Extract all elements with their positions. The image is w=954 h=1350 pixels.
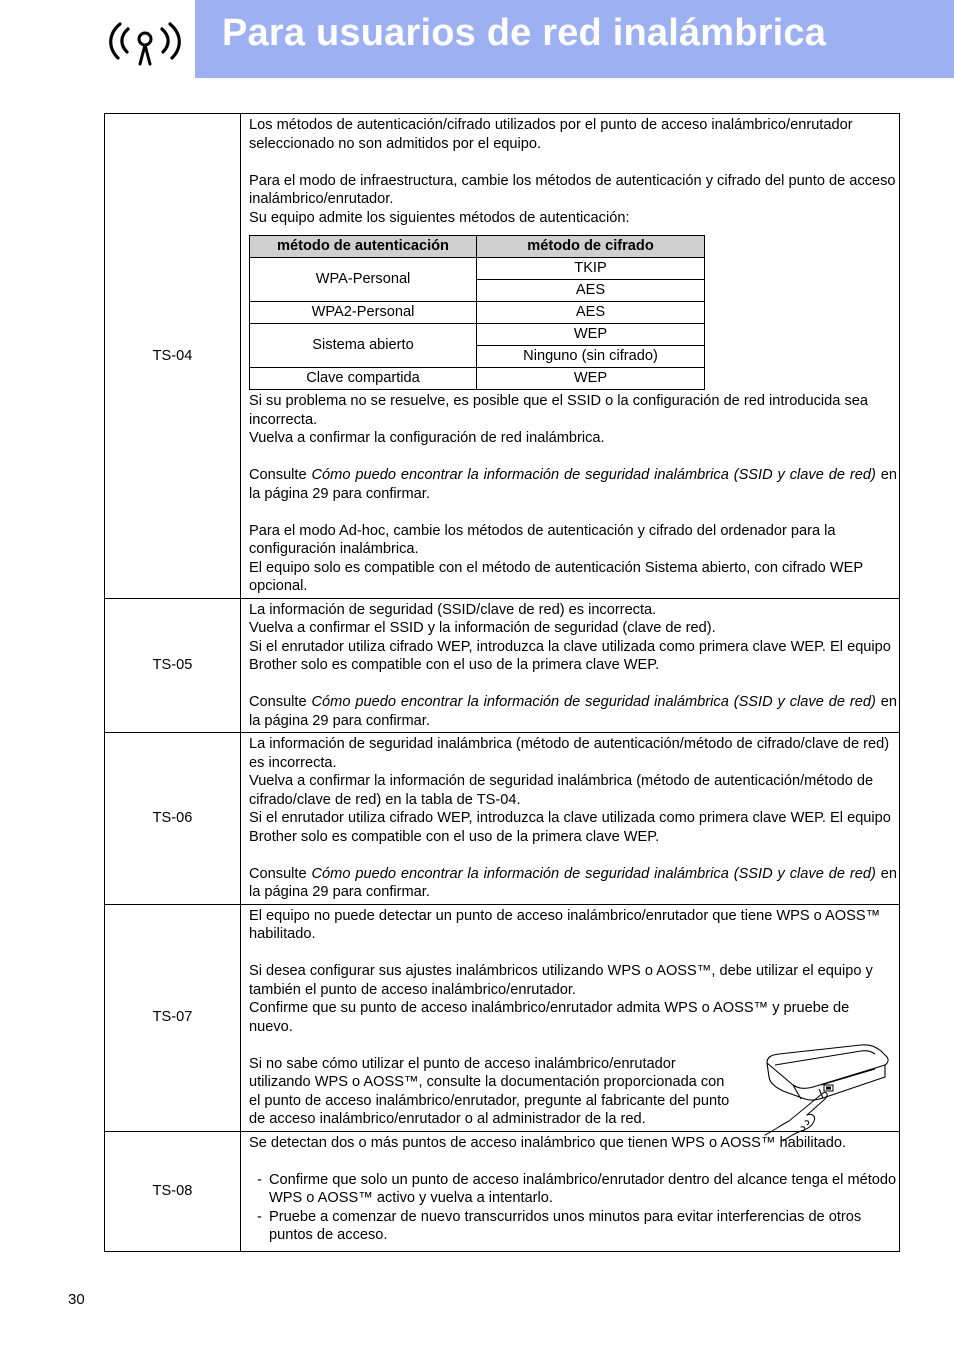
row-description xyxy=(241,598,900,733)
paragraph: Su equipo admite los siguientes métodos de autenticación: xyxy=(249,209,630,226)
paragraph: Si su problema no se resuelve, es posible que el SSID o la configuración de red introducida sea incorrecta. xyxy=(249,393,868,428)
cipher-cell: WEP xyxy=(477,324,705,346)
reference-paragraph xyxy=(249,466,897,503)
paragraph: Se detectan dos o más puntos de acceso inalámbrico que tienen WPS o AOSS™ habilitado. xyxy=(249,1134,847,1151)
table-row-ts06 xyxy=(105,733,900,905)
auth-method-cell: Sistema abierto xyxy=(250,324,477,368)
router-section xyxy=(249,1055,897,1129)
paragraph: El equipo solo es compatible con el método de autenticación Sistema abierto, con cifrado WEP opcional. xyxy=(249,559,863,594)
paragraph: Si el enrutador utiliza cifrado WEP, introduzca la clave utilizada como primera clave WEP. El equipo Brother solo es compatible con el uso de la primera clave WEP. xyxy=(249,638,891,673)
paragraph: La información de seguridad inalámbrica (método de autenticación/método de cifrado/clave de red) es incorrecta. xyxy=(249,736,890,771)
paragraph: La información de seguridad (SSID/clave de red) es incorrecta. xyxy=(249,601,657,618)
router-illustration xyxy=(761,1041,893,1145)
bullet-list xyxy=(249,1171,897,1245)
list-item-text: Confirme que solo un punto de acceso inalámbrico/enrutador dentro del alcance tenga el método WPS o AOSS™ activo y vuelva a intentarlo. xyxy=(269,1171,897,1206)
reference-suffix: en la página 29 para confirmar. xyxy=(249,865,897,900)
error-code: TS-04 xyxy=(105,114,241,599)
reference-link-text: Cómo puedo encontrar la información de seguridad inalámbrica (SSID y clave de red) xyxy=(311,694,876,710)
reference-link-text: Cómo puedo encontrar la información de seguridad inalámbrica (SSID y clave de red) xyxy=(311,467,876,483)
error-code: TS-05 xyxy=(105,598,241,733)
reference-suffix: en la página 29 para confirmar. xyxy=(249,467,897,502)
row-description xyxy=(241,904,900,1131)
bullet-marker: - xyxy=(257,1208,262,1225)
reference-prefix: Consulte xyxy=(249,865,312,882)
cipher-cell: WEP xyxy=(477,368,705,390)
auth-method-cell: WPA2-Personal xyxy=(250,302,477,324)
auth-method-cell: WPA-Personal xyxy=(250,258,477,302)
table-row-ts07 xyxy=(105,904,900,1131)
cipher-cell: Ninguno (sin cifrado) xyxy=(477,346,705,368)
reference-paragraph xyxy=(249,865,897,902)
column-header: método de autenticación xyxy=(250,236,477,258)
reference-prefix: Consulte xyxy=(249,467,312,483)
row-description xyxy=(241,733,900,905)
paragraph: El equipo no puede detectar un punto de acceso inalámbrico/enrutador que tiene WPS o AOSS™ habilitado. xyxy=(249,907,881,942)
list-item xyxy=(249,1208,897,1245)
troubleshooting-table xyxy=(104,113,900,1252)
cipher-cell: AES xyxy=(477,302,705,324)
reference-paragraph xyxy=(249,693,897,730)
column-header: método de cifrado xyxy=(477,236,705,258)
wireless-icon xyxy=(104,18,186,66)
bullet-marker: - xyxy=(257,1171,262,1188)
paragraph: Vuelva a confirmar el SSID y la información de seguridad (clave de red). xyxy=(249,620,716,636)
paragraph: Vuelva a confirmar la información de seguridad inalámbrica (método de autenticación/método de cifrado/clave de red) en la tabla de TS-04. xyxy=(249,773,874,808)
paragraph: Los métodos de autenticación/cifrado utilizados por el punto de acceso inalámbrico/enrutador seleccionado no son admitidos por el equipo. xyxy=(249,117,853,152)
table-row-ts05 xyxy=(105,598,900,733)
auth-method-cell: Clave compartida xyxy=(250,368,477,390)
paragraph: Confirme que su punto de acceso inalámbrico/enrutador admita WPS o AOSS™ y pruebe de nuevo. xyxy=(249,1000,850,1035)
reference-suffix: en la página 29 para confirmar. xyxy=(249,694,897,729)
paragraph: Si no sabe cómo utilizar el punto de acceso inalámbrico/enrutador utilizando WPS o AOSS™, consulte la documentación proporcionada con el punto de acceso inalámbrico/enrutador, pregunte al fabricante del punto de acceso inalámbrico/enrutador o al administrador de la red. xyxy=(249,1055,730,1127)
error-code: TS-08 xyxy=(105,1131,241,1251)
error-code: TS-07 xyxy=(105,904,241,1131)
cipher-cell: AES xyxy=(477,280,705,302)
cipher-cell: TKIP xyxy=(477,258,705,280)
page-number: 30 xyxy=(68,1291,85,1308)
table-row-ts04 xyxy=(105,114,900,599)
paragraph: Para el modo de infraestructura, cambie los métodos de autenticación y cifrado del punto de acceso inalámbrico/enrutador. xyxy=(249,172,896,207)
row-description xyxy=(241,1131,900,1251)
paragraph: Vuelva a confirmar la configuración de red inalámbrica. xyxy=(249,430,605,446)
list-item xyxy=(249,1171,897,1208)
table-row-ts08 xyxy=(105,1131,900,1251)
paragraph: Para el modo Ad-hoc, cambie los métodos de autenticación y cifrado del ordenador para la configuración inalámbrica. xyxy=(249,522,836,557)
paragraph: Si desea configurar sus ajustes inalámbricos utilizando WPS o AOSS™, debe utilizar el equipo y también el punto de acceso inalámbrico/enrutador. xyxy=(249,963,873,998)
list-item-text: Pruebe a comenzar de nuevo transcurridos unos minutos para evitar interferencias de otros puntos de acceso. xyxy=(269,1208,862,1243)
page-title: Para usuarios de red inalámbrica xyxy=(222,12,827,54)
reference-link-text: Cómo puedo encontrar la información de seguridad inalámbrica (SSID y clave de red) xyxy=(311,865,876,882)
paragraph: Si el enrutador utiliza cifrado WEP, introduzca la clave utilizada como primera clave WEP. El equipo Brother solo es compatible con el uso de la primera clave WEP. xyxy=(249,810,891,845)
auth-methods-table xyxy=(249,235,705,390)
error-code: TS-06 xyxy=(105,733,241,905)
row-description xyxy=(241,114,900,599)
reference-prefix: Consulte xyxy=(249,694,312,710)
